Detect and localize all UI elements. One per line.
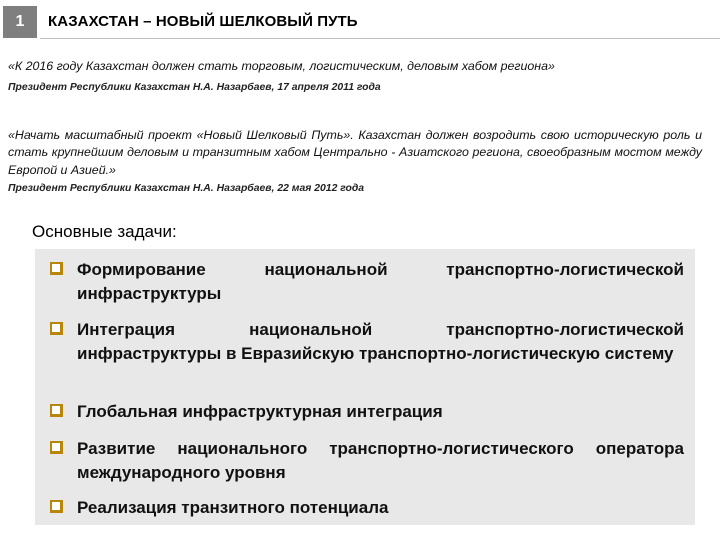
task-item [50,258,684,306]
checkbox-bullet-icon [50,441,63,454]
title-divider [40,38,720,39]
checkbox-bullet-icon [50,322,63,335]
task-item [50,318,684,366]
task-item [50,437,684,485]
task-text: Глобальная инфраструктурная интеграция [77,402,443,421]
checkbox-bullet-icon [50,262,63,275]
slide-number: 1 [15,13,25,30]
slide-number-badge [3,6,37,38]
quote-2011-attribution: Президент Республики Казахстан Н.А. Назарбаев, 17 апреля 2011 года [8,82,381,93]
quote-2012: «Начать масштабный проект «Новый Шелковый Путь». Казахстан должен возродить свою историческую роль и стать крупнейшим деловым и транзитным хабом Центрально - Азиатского региона, своеобразным мостом между Европой и Азией.» [8,128,702,177]
checkbox-bullet-icon [50,404,63,417]
task-text: Формирование национальной транспортно-логистической инфраструктуры [77,260,684,303]
task-text: Реализация транзитного потенциала [77,498,389,517]
checkbox-bullet-icon [50,500,63,513]
slide-title: КАЗАХСТАН – НОВЫЙ ШЕЛКОВЫЙ ПУТЬ [48,13,358,30]
tasks-heading: Основные задачи: [32,222,177,241]
task-item [50,496,684,520]
task-item [50,400,684,424]
task-text: Развитие национального транспортно-логистического оператора международного уровня [77,439,684,482]
task-text: Интеграция национальной транспортно-логистической инфраструктуры в Евразийскую транспортно-логистическую систему [77,320,684,363]
quote-2012-attribution: Президент Республики Казахстан Н.А. Назарбаев, 22 мая 2012 года [8,183,365,194]
quote-2011: «К 2016 году Казахстан должен стать торговым, логистическим, деловым хабом региона» [8,59,555,73]
